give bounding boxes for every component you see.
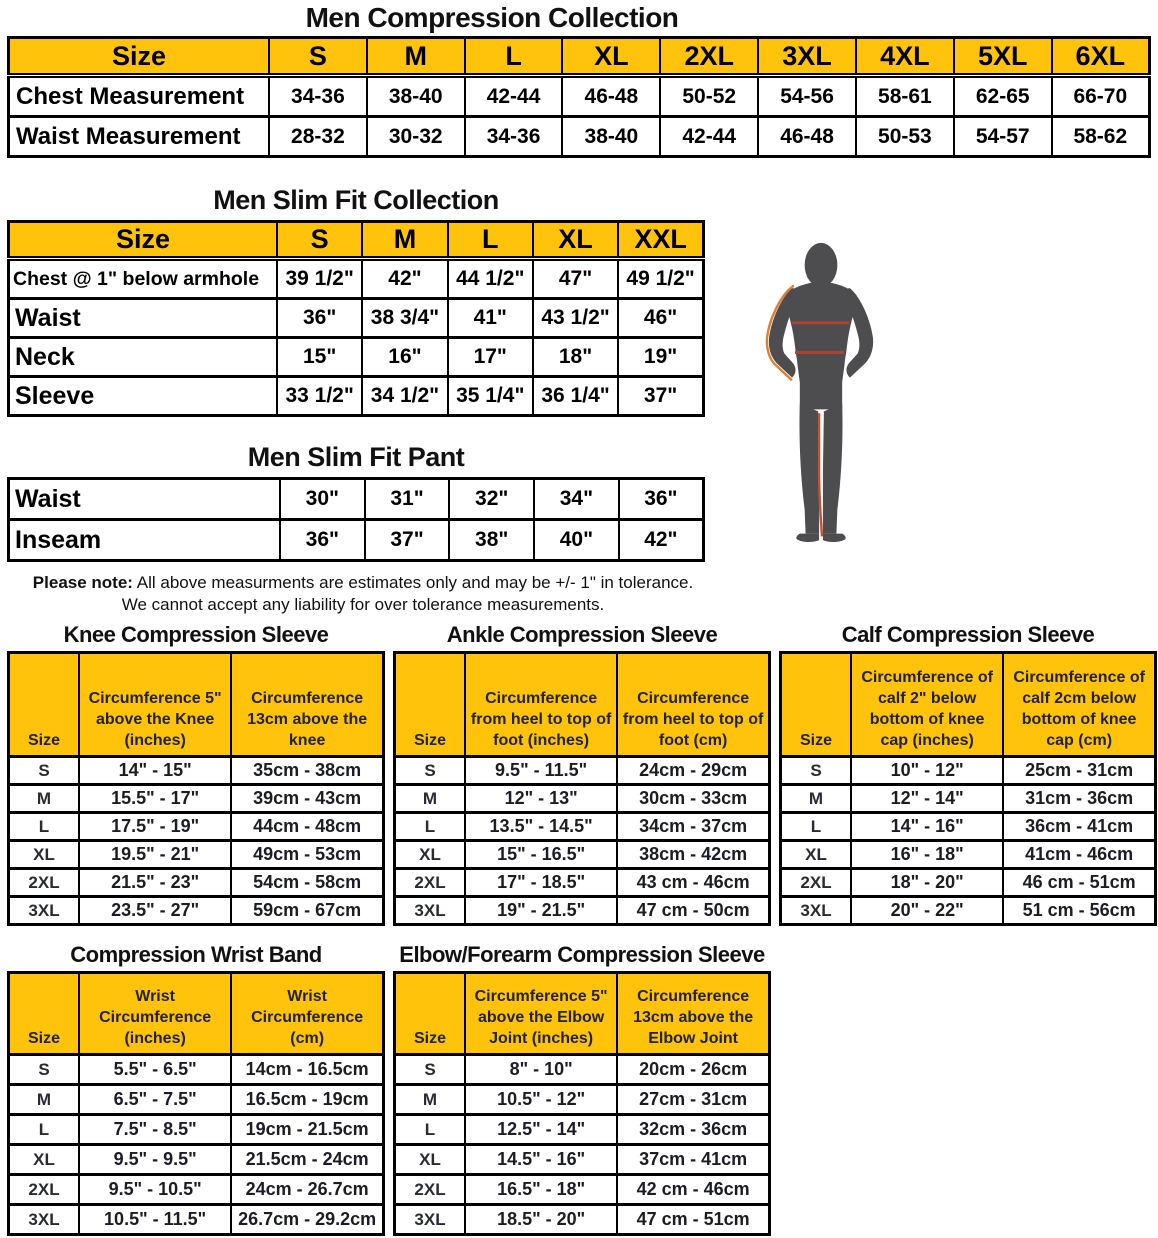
figure-left-leg xyxy=(799,404,819,534)
table-row xyxy=(9,841,384,869)
table-row xyxy=(9,813,384,841)
column-header-cell: 5XL xyxy=(954,38,1052,76)
row-label-cell: L xyxy=(9,1115,80,1145)
measurement-value-cell: 14" - 15" xyxy=(79,757,231,785)
table-row xyxy=(9,520,704,561)
column-header-cell: 2XL xyxy=(660,38,758,76)
measurement-value-cell: 17" - 18.5" xyxy=(465,869,617,897)
table-row xyxy=(9,785,384,813)
men-compression-title: Men Compression Collection xyxy=(305,2,679,33)
row-label-cell: Chest Measurement xyxy=(9,76,270,117)
measurement-value-cell: 10" - 12" xyxy=(851,757,1003,785)
header-row xyxy=(9,653,384,757)
calf-sleeve-title: Calf Compression Sleeve xyxy=(841,622,1095,647)
column-header-cell: Size xyxy=(395,653,466,757)
elbow-sleeve-section xyxy=(393,942,771,1236)
column-header-cell: Circumference 5" above the Knee (inches) xyxy=(79,653,231,757)
header-row xyxy=(9,222,704,259)
table-row xyxy=(395,1085,770,1115)
row-label-cell: 2XL xyxy=(395,869,466,897)
measurement-value-cell: 17.5" - 19" xyxy=(79,813,231,841)
measurement-value-cell: 7.5" - 8.5" xyxy=(79,1115,231,1145)
table-row xyxy=(395,785,770,813)
measurement-value-cell: 19" xyxy=(618,338,703,377)
measurement-value-cell: 40" xyxy=(534,520,619,561)
table-row xyxy=(9,897,384,925)
measurement-value-cell: 42" xyxy=(619,520,704,561)
measurement-value-cell: 50-52 xyxy=(660,76,758,117)
measurement-value-cell: 23.5" - 27" xyxy=(79,897,231,925)
row-label-cell: M xyxy=(395,785,466,813)
row-label-cell: L xyxy=(395,1115,466,1145)
ankle-sleeve-title: Ankle Compression Sleeve xyxy=(446,622,718,647)
table-row xyxy=(9,338,704,377)
measurement-value-cell: 13.5" - 14.5" xyxy=(465,813,617,841)
measurement-value-cell: 8" - 10" xyxy=(465,1055,617,1085)
measurement-value-cell: 19" - 21.5" xyxy=(465,897,617,925)
column-header-cell: 3XL xyxy=(758,38,856,76)
header-row xyxy=(9,38,1150,76)
table-row xyxy=(9,1175,384,1205)
header-row xyxy=(395,653,770,757)
row-label-cell: Inseam xyxy=(9,520,281,561)
measurement-value-cell: 34 1/2" xyxy=(362,377,447,416)
row-label-cell: S xyxy=(9,757,80,785)
measurement-value-cell: 16" xyxy=(362,338,447,377)
table-row xyxy=(395,841,770,869)
table-row xyxy=(9,299,704,338)
column-header-cell: M xyxy=(367,38,465,76)
measurement-value-cell: 32cm - 36cm xyxy=(617,1115,769,1145)
measurement-value-cell: 34" xyxy=(534,479,619,520)
measurement-value-cell: 30" xyxy=(280,479,365,520)
measurement-value-cell: 15.5" - 17" xyxy=(79,785,231,813)
measurement-value-cell: 58-62 xyxy=(1052,117,1150,157)
row-label-cell: Waist xyxy=(9,299,278,338)
slim-fit-pant-section xyxy=(7,442,1151,562)
measurement-value-cell: 46 cm - 51cm xyxy=(1003,869,1155,897)
table-row xyxy=(781,757,1156,785)
row-label-cell: M xyxy=(9,1085,80,1115)
sleeve-tables-row xyxy=(7,622,1151,926)
measurement-value-cell: 18.5" - 20" xyxy=(465,1205,617,1235)
measurement-value-cell: 66-70 xyxy=(1052,76,1150,117)
table-row xyxy=(9,259,704,299)
row-label-cell: S xyxy=(781,757,852,785)
elbow-sleeve-table xyxy=(393,971,771,1236)
measurement-value-cell: 9.5" - 11.5" xyxy=(465,757,617,785)
calf-sleeve-section xyxy=(779,622,1157,926)
measurement-value-cell: 10.5" - 12" xyxy=(465,1085,617,1115)
column-header-cell: Wrist Circumference (cm) xyxy=(231,973,383,1055)
row-label-cell: 2XL xyxy=(9,1175,80,1205)
row-label-cell: S xyxy=(395,1055,466,1085)
row-label-cell: 3XL xyxy=(395,1205,466,1235)
measurement-value-cell: 31cm - 36cm xyxy=(1003,785,1155,813)
measurement-value-cell: 21.5" - 23" xyxy=(79,869,231,897)
row-label-cell: 3XL xyxy=(395,897,466,925)
men-compression-section xyxy=(7,2,1151,158)
measurement-value-cell: 49cm - 53cm xyxy=(231,841,383,869)
measurement-value-cell: 59cm - 67cm xyxy=(231,897,383,925)
column-header-cell: S xyxy=(269,38,367,76)
measurement-value-cell: 36" xyxy=(280,520,365,561)
measurement-value-cell: 43 1/2" xyxy=(533,299,618,338)
column-header-cell: Circumference of calf 2cm below bottom of knee cap (cm) xyxy=(1003,653,1155,757)
measurement-value-cell: 14cm - 16.5cm xyxy=(231,1055,383,1085)
column-header-cell: Circumference 5" above the Elbow Joint (inches) xyxy=(465,973,617,1055)
wrist-band-section xyxy=(7,942,385,1236)
table-row xyxy=(9,1115,384,1145)
row-label-cell: S xyxy=(395,757,466,785)
men-compression-table xyxy=(7,36,1151,158)
measurement-value-cell: 46-48 xyxy=(562,76,660,117)
ankle-sleeve-section xyxy=(393,622,771,926)
table-row xyxy=(9,1055,384,1085)
table-row xyxy=(9,757,384,785)
elbow-sleeve-title: Elbow/Forearm Compression Sleeve xyxy=(399,942,765,967)
measurement-value-cell: 54cm - 58cm xyxy=(231,869,383,897)
measurement-value-cell: 9.5" - 10.5" xyxy=(79,1175,231,1205)
table-row xyxy=(395,1205,770,1235)
measurement-value-cell: 37" xyxy=(365,520,450,561)
table-row xyxy=(9,1085,384,1115)
measurement-value-cell: 38-40 xyxy=(367,76,465,117)
table-row xyxy=(9,479,704,520)
table-row xyxy=(781,869,1156,897)
table-row xyxy=(781,897,1156,925)
measurement-value-cell: 6.5" - 7.5" xyxy=(79,1085,231,1115)
column-header-cell: Circumference 13cm above the knee xyxy=(231,653,383,757)
table-row xyxy=(9,117,1150,157)
measurement-value-cell: 47 cm - 51cm xyxy=(617,1205,769,1235)
figure-right-foot xyxy=(823,534,846,542)
table-row xyxy=(395,1145,770,1175)
slim-fit-pant-title: Men Slim Fit Pant xyxy=(247,442,465,472)
row-label-cell: 3XL xyxy=(9,897,80,925)
measurement-value-cell: 33 1/2" xyxy=(277,377,362,416)
table-row xyxy=(395,897,770,925)
row-label-cell: XL xyxy=(781,841,852,869)
column-header-cell: S xyxy=(277,222,362,259)
figure-right-leg xyxy=(823,404,843,534)
row-label-cell: 2XL xyxy=(781,869,852,897)
column-header-cell: Circumference of calf 2" below bottom of knee cap (inches) xyxy=(851,653,1003,757)
header-row xyxy=(781,653,1156,757)
measurement-value-cell: 44 1/2" xyxy=(448,259,533,299)
wrist-band-title: Compression Wrist Band xyxy=(70,942,322,967)
header-row xyxy=(395,973,770,1055)
measurement-value-cell: 42" xyxy=(362,259,447,299)
note-label: Please note: xyxy=(32,573,133,592)
measurement-value-cell: 30-32 xyxy=(367,117,465,157)
measurement-value-cell: 30cm - 33cm xyxy=(617,785,769,813)
row-label-cell: 3XL xyxy=(781,897,852,925)
row-label-cell: S xyxy=(9,1055,80,1085)
knee-sleeve-title: Knee Compression Sleeve xyxy=(63,622,329,647)
row-label-cell: Waist Measurement xyxy=(9,117,270,157)
knee-sleeve-section xyxy=(7,622,385,926)
column-header-cell: Size xyxy=(9,653,80,757)
measurement-value-cell: 38 3/4" xyxy=(362,299,447,338)
measurement-value-cell: 12" - 13" xyxy=(465,785,617,813)
measurement-value-cell: 38-40 xyxy=(562,117,660,157)
measurement-value-cell: 27cm - 31cm xyxy=(617,1085,769,1115)
row-label-cell: XL xyxy=(9,1145,80,1175)
column-header-cell: Wrist Circumference (inches) xyxy=(79,973,231,1055)
measurement-value-cell: 18" xyxy=(533,338,618,377)
measurement-value-cell: 58-61 xyxy=(856,76,954,117)
measurement-value-cell: 50-53 xyxy=(856,117,954,157)
measurement-value-cell: 12.5" - 14" xyxy=(465,1115,617,1145)
male-silhouette-figure xyxy=(760,240,882,548)
column-header-cell: M xyxy=(362,222,447,259)
measurement-value-cell: 16.5cm - 19cm xyxy=(231,1085,383,1115)
row-label-cell: Waist xyxy=(9,479,281,520)
knee-sleeve-table xyxy=(7,651,385,926)
figure-left-foot xyxy=(796,534,819,542)
measurement-value-cell: 24cm - 26.7cm xyxy=(231,1175,383,1205)
measurement-value-cell: 32" xyxy=(449,479,534,520)
measurement-value-cell: 14" - 16" xyxy=(851,813,1003,841)
measurement-value-cell: 31" xyxy=(365,479,450,520)
row-label-cell: 2XL xyxy=(395,1175,466,1205)
column-header-cell: Size xyxy=(395,973,466,1055)
table-row xyxy=(781,841,1156,869)
measurement-value-cell: 54-57 xyxy=(954,117,1052,157)
table-row xyxy=(781,813,1156,841)
row-label-cell: XL xyxy=(395,1145,466,1175)
inseam-measure-line xyxy=(819,413,822,536)
table-row xyxy=(395,757,770,785)
measurement-value-cell: 16.5" - 18" xyxy=(465,1175,617,1205)
measurement-value-cell: 19.5" - 21" xyxy=(79,841,231,869)
measurement-value-cell: 14.5" - 16" xyxy=(465,1145,617,1175)
slim-fit-table xyxy=(7,220,705,417)
measurement-value-cell: 43 cm - 46cm xyxy=(617,869,769,897)
slim-fit-title: Men Slim Fit Collection xyxy=(213,185,499,215)
row-label-cell: M xyxy=(9,785,80,813)
measurement-value-cell: 54-56 xyxy=(758,76,856,117)
measurement-value-cell: 49 1/2" xyxy=(618,259,703,299)
measurement-value-cell: 51 cm - 56cm xyxy=(1003,897,1155,925)
column-header-cell: L xyxy=(465,38,563,76)
table-row xyxy=(9,1145,384,1175)
column-header-cell: Circumference from heel to top of foot (cm) xyxy=(617,653,769,757)
measurement-value-cell: 16" - 18" xyxy=(851,841,1003,869)
table-row xyxy=(9,76,1150,117)
measurement-value-cell: 35 1/4" xyxy=(448,377,533,416)
measurement-value-cell: 10.5" - 11.5" xyxy=(79,1205,231,1235)
measurement-value-cell: 42-44 xyxy=(660,117,758,157)
table-row xyxy=(781,785,1156,813)
column-header-cell: Circumference from heel to top of foot (inches) xyxy=(465,653,617,757)
measurement-value-cell: 38" xyxy=(449,520,534,561)
measurement-value-cell: 62-65 xyxy=(954,76,1052,117)
row-label-cell: Chest @ 1" below armhole xyxy=(9,259,278,299)
column-header-cell: Size xyxy=(781,653,852,757)
measurement-value-cell: 36" xyxy=(277,299,362,338)
measurement-value-cell: 38cm - 42cm xyxy=(617,841,769,869)
measurement-value-cell: 12" - 14" xyxy=(851,785,1003,813)
measurement-value-cell: 21.5cm - 24cm xyxy=(231,1145,383,1175)
measurement-value-cell: 34-36 xyxy=(465,117,563,157)
measurement-value-cell: 19cm - 21.5cm xyxy=(231,1115,383,1145)
measurement-value-cell: 37cm - 41cm xyxy=(617,1145,769,1175)
column-header-cell: L xyxy=(448,222,533,259)
measurement-value-cell: 20" - 22" xyxy=(851,897,1003,925)
row-label-cell: M xyxy=(395,1085,466,1115)
measurement-value-cell: 17" xyxy=(448,338,533,377)
measurement-value-cell: 20cm - 26cm xyxy=(617,1055,769,1085)
measurement-value-cell: 44cm - 48cm xyxy=(231,813,383,841)
measurement-value-cell: 36" xyxy=(619,479,704,520)
measurement-value-cell: 34-36 xyxy=(269,76,367,117)
column-header-cell: Size xyxy=(9,222,278,259)
measurement-value-cell: 41" xyxy=(448,299,533,338)
measurement-value-cell: 39cm - 43cm xyxy=(231,785,383,813)
measurement-value-cell: 34cm - 37cm xyxy=(617,813,769,841)
measurement-value-cell: 42-44 xyxy=(465,76,563,117)
measurement-value-cell: 37" xyxy=(618,377,703,416)
row-label-cell: Sleeve xyxy=(9,377,278,416)
table-row xyxy=(395,869,770,897)
column-header-cell: XXL xyxy=(618,222,703,259)
row-label-cell: Neck xyxy=(9,338,278,377)
table-row xyxy=(395,1055,770,1085)
table-row xyxy=(9,1205,384,1235)
measurement-value-cell: 15" xyxy=(277,338,362,377)
measurement-value-cell: 41cm - 46cm xyxy=(1003,841,1155,869)
table-row xyxy=(395,1115,770,1145)
band-tables-row xyxy=(7,942,1151,1236)
table-row xyxy=(9,377,704,416)
measurement-value-cell: 24cm - 29cm xyxy=(617,757,769,785)
row-label-cell: 2XL xyxy=(9,869,80,897)
table-row xyxy=(9,869,384,897)
measurement-value-cell: 25cm - 31cm xyxy=(1003,757,1155,785)
measurement-value-cell: 47" xyxy=(533,259,618,299)
table-row xyxy=(395,1175,770,1205)
measurement-value-cell: 26.7cm - 29.2cm xyxy=(231,1205,383,1235)
header-row xyxy=(9,973,384,1055)
measurement-value-cell: 42 cm - 46cm xyxy=(617,1175,769,1205)
row-label-cell: L xyxy=(781,813,852,841)
note-line1: All above measurments are estimates only and may be +/- 1" in tolerance. xyxy=(136,573,694,592)
column-header-cell: Size xyxy=(9,973,80,1055)
slim-fit-section xyxy=(7,185,1151,417)
row-label-cell: L xyxy=(395,813,466,841)
measurement-value-cell: 36cm - 41cm xyxy=(1003,813,1155,841)
measurement-value-cell: 47 cm - 50cm xyxy=(617,897,769,925)
calf-sleeve-table xyxy=(779,651,1157,926)
tolerance-note xyxy=(7,572,719,616)
column-header-cell: 6XL xyxy=(1052,38,1150,76)
row-label-cell: XL xyxy=(395,841,466,869)
measurement-value-cell: 46-48 xyxy=(758,117,856,157)
measurement-value-cell: 28-32 xyxy=(269,117,367,157)
table-row xyxy=(395,813,770,841)
measurement-value-cell: 35cm - 38cm xyxy=(231,757,383,785)
row-label-cell: XL xyxy=(9,841,80,869)
column-header-cell: XL xyxy=(533,222,618,259)
row-label-cell: M xyxy=(781,785,852,813)
measurement-value-cell: 9.5" - 9.5" xyxy=(79,1145,231,1175)
measurement-value-cell: 18" - 20" xyxy=(851,869,1003,897)
measurement-value-cell: 15" - 16.5" xyxy=(465,841,617,869)
column-header-cell: Circumference 13cm above the Elbow Joint xyxy=(617,973,769,1055)
column-header-cell: XL xyxy=(562,38,660,76)
column-header-cell: Size xyxy=(9,38,270,76)
ankle-sleeve-table xyxy=(393,651,771,926)
wrist-band-table xyxy=(7,971,385,1236)
note-line2: We cannot accept any liability for over tolerance measurements. xyxy=(121,595,605,614)
row-label-cell: 3XL xyxy=(9,1205,80,1235)
measurement-value-cell: 39 1/2" xyxy=(277,259,362,299)
row-label-cell: L xyxy=(9,813,80,841)
column-header-cell: 4XL xyxy=(856,38,954,76)
measurement-value-cell: 36 1/4" xyxy=(533,377,618,416)
slim-fit-pant-table xyxy=(7,477,705,562)
male-silhouette-icon xyxy=(760,240,882,548)
measurement-value-cell: 46" xyxy=(618,299,703,338)
measurement-value-cell: 5.5" - 6.5" xyxy=(79,1055,231,1085)
